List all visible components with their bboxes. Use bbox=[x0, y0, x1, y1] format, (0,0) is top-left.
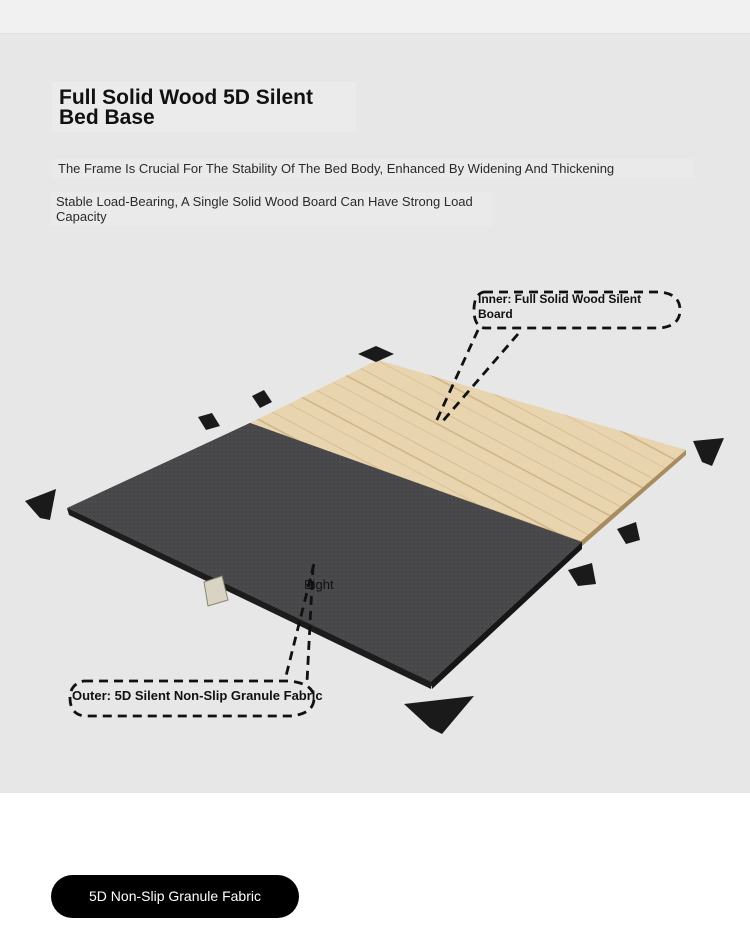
outer-layer-label: Outer: 5D Silent Non-Slip Granule Fabric bbox=[72, 688, 323, 703]
top-strip bbox=[0, 0, 750, 34]
bed-base-illustration bbox=[0, 34, 750, 793]
load-description: Stable Load-Bearing, A Single Solid Wood Board Can Have Strong Load Capacity bbox=[50, 192, 492, 226]
page-title: Full Solid Wood 5D Silent Bed Base bbox=[52, 82, 356, 132]
inner-layer-label: Inner: Full Solid Wood Silent Board bbox=[478, 292, 642, 321]
frame-description: The Frame Is Crucial For The Stability Of The Bed Body, Enhanced By Widening And Thickening bbox=[52, 159, 694, 178]
center-label: Eight bbox=[304, 577, 334, 592]
fabric-feature-button[interactable]: 5D Non-Slip Granule Fabric bbox=[51, 875, 299, 918]
product-feature-panel bbox=[0, 34, 750, 793]
